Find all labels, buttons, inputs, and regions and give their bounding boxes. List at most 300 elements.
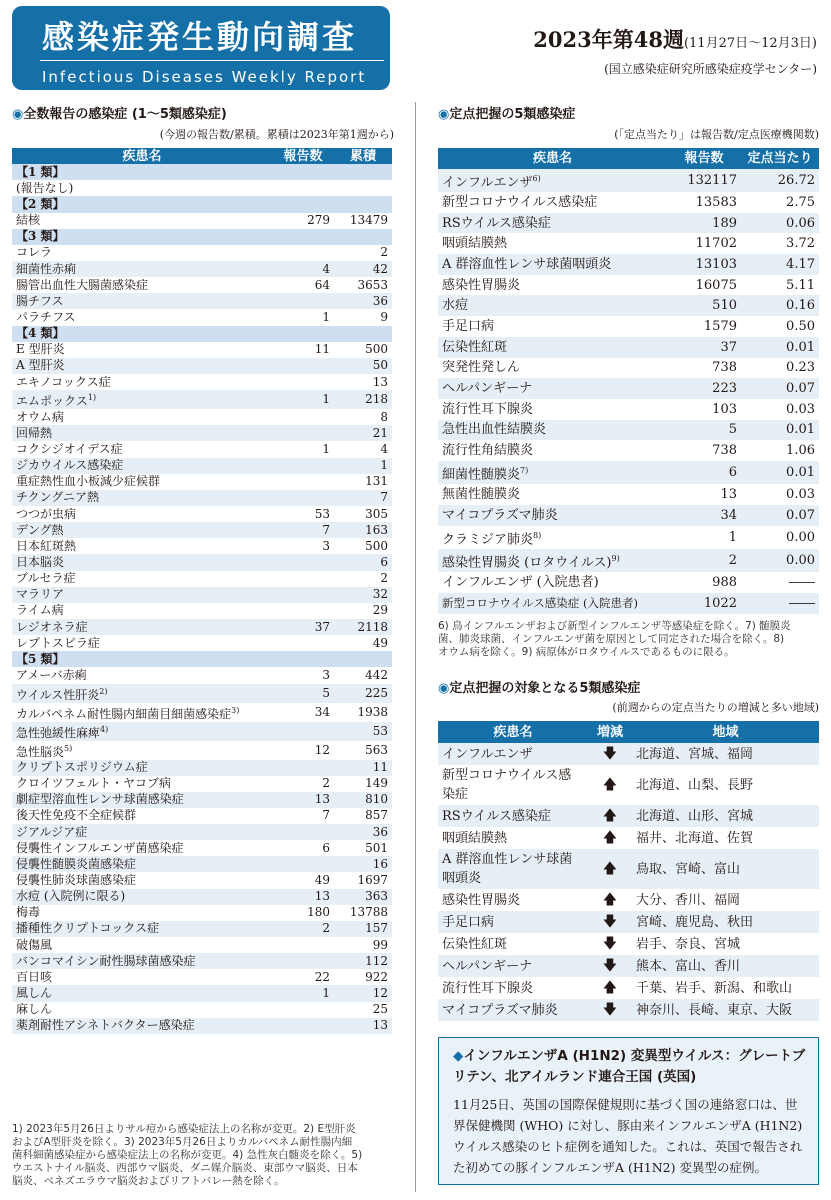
report-count <box>272 603 334 619</box>
report-count: 132117 <box>667 169 741 192</box>
cumulative-count: 500 <box>365 342 388 357</box>
cumulative-count: 218 <box>334 390 392 409</box>
report-title: 感染症発生動向調査 <box>42 18 358 56</box>
report-count: 13 <box>720 487 737 503</box>
report-count: 510 <box>667 295 741 316</box>
table-row <box>438 337 819 358</box>
disease-name: 水痘 <box>438 295 667 316</box>
table-row <box>12 684 392 703</box>
report-count <box>272 293 334 309</box>
disease-name: チクングニア熱 <box>12 490 272 506</box>
cumulative-count: 112 <box>334 953 392 969</box>
section-note-sentinel: (「定点当たり」は報告数/定点医療機関数) <box>614 128 819 141</box>
report-count: 7 <box>322 808 330 823</box>
report-count <box>272 245 334 261</box>
disease-name: 結核 <box>16 213 41 228</box>
disease-name: インフルエンザ <box>438 743 588 765</box>
cumulative-count: 7 <box>334 490 392 506</box>
table-row <box>438 593 819 614</box>
category-row <box>12 164 392 180</box>
cumulative-count: 2 <box>380 571 388 586</box>
report-count <box>272 374 334 390</box>
disease-name: パラチフス <box>16 309 76 324</box>
cumulative-count: 50 <box>334 358 392 374</box>
table-row <box>438 977 819 999</box>
per-sentinel: 0.03 <box>786 487 815 503</box>
report-count: 11 <box>314 342 330 357</box>
report-count: 34 <box>667 505 741 526</box>
table-row <box>12 538 392 554</box>
per-sentinel: 0.03 <box>786 401 815 417</box>
report-count: 1022 <box>667 593 741 614</box>
category-row <box>12 651 392 667</box>
report-count <box>272 490 334 506</box>
col-per-sentinel: 定点当たり <box>741 148 819 169</box>
cumulative-count: 13 <box>334 1018 392 1034</box>
disease-name: カルバペネム耐性腸内細菌目細菌感染症$^{3)}$ <box>16 705 240 721</box>
disease-name: 細菌性髄膜炎$^{7)}$ <box>438 461 667 484</box>
table-row <box>438 526 819 549</box>
report-count <box>272 953 334 969</box>
report-count <box>272 554 334 570</box>
report-count: 6 <box>667 461 741 484</box>
category-label: 【5 類】 <box>12 651 392 667</box>
table-row <box>438 743 819 765</box>
table-row <box>438 849 819 889</box>
disease-name: 細菌性赤痢 <box>12 261 272 277</box>
report-count: 1 <box>272 985 334 1001</box>
disease-name: オウム病 <box>16 409 64 424</box>
region-list: 熊本、富山、香川 <box>632 955 819 977</box>
table-row <box>12 824 392 840</box>
col-disease: 疾患名 <box>438 721 588 743</box>
disease-name: 麻しん <box>16 1002 53 1017</box>
disease-name: 百日咳 <box>16 969 53 984</box>
cumulative-count: 1938 <box>357 704 388 719</box>
organization: (国立感染症研究所感染症疫学センター) <box>604 62 817 76</box>
cumulative-count: 29 <box>372 603 388 618</box>
disease-name: 劇症型溶血性レンサ球菌感染症 <box>12 792 272 808</box>
table-row <box>438 254 819 275</box>
cumulative-count: 32 <box>334 587 392 603</box>
cumulative-count: 12 <box>334 985 392 1001</box>
title-divider <box>40 60 384 61</box>
report-count: 189 <box>667 213 741 234</box>
report-count: 11702 <box>695 236 737 252</box>
footnote-marker: 2) <box>99 686 108 696</box>
region-list: 神奈川、長崎、東京、大阪 <box>632 999 819 1021</box>
per-sentinel: 5.11 <box>786 277 815 293</box>
report-count: 180 <box>307 905 330 920</box>
table-row <box>12 522 392 538</box>
table-row <box>12 261 392 277</box>
report-count: 53 <box>314 506 330 521</box>
cumulative-count: 9 <box>380 309 388 324</box>
footnote-marker: 1) <box>87 393 97 403</box>
week-label <box>533 26 817 58</box>
disease-name: 感染性胃腸炎 <box>442 277 521 293</box>
per-sentinel: 0.00 <box>741 549 819 572</box>
cumulative-count: 42 <box>334 261 392 277</box>
disease-name: (報告なし) <box>16 180 74 195</box>
table-row <box>438 295 819 316</box>
table-row <box>438 827 819 849</box>
arrow-up-icon: 🡅 <box>588 849 632 889</box>
table-row <box>438 420 819 441</box>
cumulative-count: 36 <box>334 293 392 309</box>
cumulative-count: 99 <box>372 937 388 952</box>
disease-name: 梅毒 <box>16 905 41 920</box>
report-count: 49 <box>314 873 330 888</box>
table-row <box>12 490 392 506</box>
cumulative-count: 1697 <box>357 873 388 888</box>
report-count: 2 <box>322 776 330 791</box>
disease-name: 咽頭結膜熱 <box>442 236 508 252</box>
table-row <box>438 549 819 572</box>
table-row <box>438 233 819 254</box>
table-row <box>12 760 392 776</box>
disease-name: 手足口病 <box>442 318 495 334</box>
cumulative-count: 149 <box>365 776 388 791</box>
disease-name: アメーバ赤痢 <box>16 667 87 682</box>
disease-name: マイコプラズマ肺炎 <box>438 999 588 1021</box>
per-sentinel: 0.16 <box>741 295 819 316</box>
table-row <box>438 505 819 526</box>
report-count: 5 <box>667 420 741 441</box>
table-row <box>438 358 819 379</box>
report-count: 37 <box>272 619 334 635</box>
bullet-icon: ◉ <box>438 681 450 696</box>
disease-name: 回帰熱 <box>12 425 272 441</box>
section-title-trend: ◉定点把握の対象となる5類感染症 <box>438 681 641 696</box>
table-row <box>12 474 392 490</box>
report-count <box>272 635 334 651</box>
cumulative-count: 21 <box>334 425 392 441</box>
disease-name: ヘルパンギーナ <box>438 378 667 399</box>
news-box <box>438 1037 819 1185</box>
report-count: 738 <box>712 443 737 459</box>
table-row <box>438 275 819 296</box>
report-count <box>272 587 334 603</box>
disease-name: コクシジオイデス症 <box>16 441 123 456</box>
report-count: 13 <box>272 889 334 905</box>
disease-name: ジカウイルス感染症 <box>12 458 272 474</box>
report-count <box>272 474 334 490</box>
cumulative-count: 922 <box>365 969 388 984</box>
cumulative-count: 6 <box>334 554 392 570</box>
table-row <box>438 484 819 505</box>
cumulative-count: 13788 <box>349 905 388 920</box>
disease-name: コレラ <box>16 245 53 260</box>
arrow-down-icon: 🡇 <box>588 999 632 1021</box>
table-row <box>12 571 392 587</box>
diamond-icon: ◆ <box>453 1048 464 1064</box>
disease-name: インフルエンザ (入院患者) <box>442 575 599 591</box>
col-disease: 疾患名 <box>12 148 272 164</box>
arrow-down-icon: 🡇 <box>602 935 618 952</box>
per-sentinel: ―― <box>789 575 815 591</box>
disease-name: 腸管出血性大腸菌感染症 <box>16 277 149 292</box>
col-cumulative: 累積 <box>334 148 392 164</box>
report-count: 1 <box>728 529 737 545</box>
table-row <box>12 1018 392 1034</box>
table-row <box>12 667 392 683</box>
per-sentinel: 0.07 <box>741 378 819 399</box>
disease-name: 流行性耳下腺炎 <box>442 980 534 996</box>
disease-name: 播種性クリプトコックス症 <box>12 921 272 937</box>
table-row <box>12 722 392 741</box>
report-subtitle: Infectious Diseases Weekly Report <box>42 68 367 86</box>
cumulative-count: 157 <box>334 921 392 937</box>
news-body: 11月25日、英国の国際保健規則に基づく国の連絡窓口は、世界保健機関 (WHO) に対し、豚由来インフルエンザA (H1N2) ウイルス感染のヒト症例を通知した。これは、英国で報告された初めての豚インフルエンザA (H1N2) 変異型の症例。 <box>453 1097 803 1175</box>
report-count: 4 <box>272 261 334 277</box>
section-note-notifiable: (今週の報告数/累積。累積は2023年第1週から) <box>159 128 394 141</box>
report-count: 3 <box>322 538 330 553</box>
table-row <box>12 1002 392 1018</box>
table-row <box>12 441 392 457</box>
section-note-trend: (前週からの定点当たりの増減と多い地域) <box>612 701 819 714</box>
report-count: 1 <box>272 390 334 409</box>
disease-name: 伝染性紅斑 <box>442 936 508 952</box>
trend-table <box>438 721 819 1021</box>
report-count: 103 <box>712 401 737 417</box>
disease-name: 侵襲性肺炎球菌感染症 <box>16 873 137 888</box>
report-count <box>272 856 334 872</box>
cumulative-count: 16 <box>334 856 392 872</box>
report-count: 37 <box>667 337 741 358</box>
cumulative-count: 305 <box>365 506 388 521</box>
cumulative-count: 563 <box>365 742 388 757</box>
cumulative-count: 13479 <box>349 213 388 228</box>
table-row <box>12 277 392 293</box>
cumulative-count: 501 <box>365 840 388 855</box>
report-count <box>272 425 334 441</box>
cumulative-count: 500 <box>365 538 388 553</box>
table-row <box>438 399 819 420</box>
week-number: 2023年第48週 <box>533 27 684 52</box>
table-row <box>438 955 819 977</box>
report-count: 1 <box>322 441 330 456</box>
report-count <box>272 824 334 840</box>
region-list: 千葉、岩手、新潟、和歌山 <box>636 980 793 996</box>
notifiable-table <box>12 148 392 1034</box>
disease-name: エムポックス$^{1)}$ <box>12 390 272 409</box>
footnotes-right: 6) 鳥インフルエンザおよび新型インフルエンザ等感染症を除く。7) 髄膜炎 菌、肺炎球菌、インフルエンザ菌を原因として同定された場合を除く。8) オウム病を除く。9) 病原体がロタウイルスであるものに限る。 <box>438 620 791 658</box>
table-row <box>12 985 392 1001</box>
table-row <box>12 619 392 635</box>
col-region: 地域 <box>632 721 819 743</box>
cumulative-count: 11 <box>334 760 392 776</box>
report-count: 22 <box>314 969 330 984</box>
col-disease: 疾患名 <box>438 148 667 169</box>
cumulative-count: 131 <box>365 474 388 489</box>
disease-name: 感染性胃腸炎 <box>442 892 521 908</box>
cumulative-count: 2118 <box>334 619 392 635</box>
per-sentinel: 0.01 <box>741 420 819 441</box>
report-count: 13 <box>272 792 334 808</box>
report-count: 223 <box>667 378 741 399</box>
report-count: 12 <box>314 742 330 757</box>
disease-name: A 型肝炎 <box>12 358 272 374</box>
cumulative-count: 363 <box>334 889 392 905</box>
report-count: 279 <box>307 213 330 228</box>
category-label: 【3 類】 <box>12 229 392 245</box>
disease-name: 急性脳炎$^{5)}$ <box>16 743 73 759</box>
per-sentinel: 0.01 <box>741 337 819 358</box>
table-row <box>12 969 392 985</box>
cumulative-count: 857 <box>365 808 388 823</box>
table-row <box>12 213 392 229</box>
table-row <box>12 409 392 425</box>
per-sentinel: 3.72 <box>786 236 815 252</box>
disease-name: 風しん <box>12 985 272 1001</box>
disease-name: 日本脳炎 <box>12 554 272 570</box>
table-row <box>12 245 392 261</box>
cumulative-count: 13 <box>372 374 388 389</box>
disease-name: インフルエンザ$^{6)}$ <box>438 169 667 192</box>
disease-name: 後天性免疫不全症候群 <box>16 808 137 823</box>
table-row <box>12 374 392 390</box>
disease-name: ジアルジア症 <box>12 824 272 840</box>
region-list: 北海道、山梨、長野 <box>636 777 754 793</box>
table-row <box>12 776 392 792</box>
table-row <box>12 587 392 603</box>
disease-name: 腸チフス <box>12 293 272 309</box>
week-period: (11月27日～12月3日) <box>683 36 817 51</box>
disease-name: 感染性胃腸炎 (ロタウイルス)$^{9)}$ <box>438 549 667 572</box>
cumulative-count: 49 <box>372 635 388 650</box>
disease-name: ブルセラ症 <box>16 571 76 586</box>
per-sentinel: 0.23 <box>786 360 815 376</box>
table-row <box>12 703 392 722</box>
arrow-up-icon: 🡅 <box>602 776 618 793</box>
table-row <box>438 805 819 827</box>
footnote-marker: 5) <box>64 743 73 753</box>
report-count: 738 <box>712 360 737 376</box>
report-count: 34 <box>314 704 330 719</box>
footnote-marker: 3) <box>231 705 240 715</box>
table-row <box>12 905 392 921</box>
disease-name: クロイツフェルト・ヤコブ病 <box>16 776 172 791</box>
disease-name: 無菌性髄膜炎 <box>442 487 521 503</box>
table-row <box>12 872 392 888</box>
cumulative-count: 225 <box>334 684 392 703</box>
region-list: 岩手、奈良、宮城 <box>636 936 741 952</box>
cumulative-count: 1 <box>334 458 392 474</box>
table-row <box>12 309 392 325</box>
disease-name: 流行性角結膜炎 <box>442 443 534 459</box>
disease-name: バンコマイシン耐性腸球菌感染症 <box>12 953 272 969</box>
cumulative-count <box>334 180 392 196</box>
table-row <box>438 192 819 213</box>
category-label: 【2 類】 <box>12 196 392 212</box>
disease-name: 水痘 (入院例に限る) <box>12 889 272 905</box>
disease-name: 新型コロナウイルス感染症 (入院患者) <box>438 593 667 614</box>
cumulative-count: 2 <box>380 245 388 260</box>
per-sentinel: ―― <box>741 593 819 614</box>
report-count <box>272 180 334 196</box>
table-row <box>438 378 819 399</box>
per-sentinel: 26.72 <box>741 169 819 192</box>
table-row <box>12 358 392 374</box>
report-count <box>272 937 334 953</box>
table-row <box>12 889 392 905</box>
region-list: 鳥取、宮崎、富山 <box>632 849 819 889</box>
table-row <box>438 572 819 593</box>
category-label: 【4 類】 <box>12 326 392 342</box>
disease-name: 日本紅斑熱 <box>16 538 77 553</box>
report-count: 1 <box>322 309 330 324</box>
table-row <box>12 953 392 969</box>
table-row <box>12 808 392 824</box>
report-count: 3 <box>322 667 330 682</box>
footnote-marker: 6) <box>532 173 541 183</box>
cumulative-count: 442 <box>365 667 388 682</box>
disease-name: 新型コロナウイルス感染症 <box>442 194 598 210</box>
disease-name: レジオネラ症 <box>12 619 272 635</box>
section-title-notifiable: ◉全数報告の感染症 (1～5類感染症) <box>12 107 227 122</box>
table-row <box>12 856 392 872</box>
report-count <box>272 1002 334 1018</box>
footnotes-left: 1) 2023年5月26日よりサル痘から感染症法上の名称が変更。2) E型肝炎 およびA型肝炎を除く。3) 2023年5月26日よりカルバペネム耐性腸内細 菌科細菌感染症から感染症法上の名称が変更。4) 急性灰白髄炎を除く。5) ウエストナイル脳炎、西部ウマ脳炎、ダニ媒介脳炎、東部ウマ脳炎、日本 脳炎、ベネズエラウマ脳炎およびリフトバレー熱を除く。 <box>12 1123 363 1187</box>
disease-name: つつが虫病 <box>16 506 77 521</box>
per-sentinel: 0.01 <box>741 461 819 484</box>
disease-name: 伝染性紅斑 <box>438 337 667 358</box>
table-row <box>438 911 819 933</box>
per-sentinel: 1.06 <box>786 443 815 459</box>
category-row <box>12 196 392 212</box>
arrow-up-icon: 🡅 <box>588 805 632 827</box>
table-row <box>12 554 392 570</box>
table-row <box>12 937 392 953</box>
per-sentinel: 0.00 <box>786 529 815 545</box>
cumulative-count: 163 <box>334 522 392 538</box>
cumulative-count: 8 <box>380 409 388 424</box>
disease-name: 突発性発しん <box>442 360 521 376</box>
disease-name: 流行性耳下腺炎 <box>442 401 534 417</box>
per-sentinel: 2.75 <box>786 194 815 210</box>
arrow-up-icon: 🡅 <box>602 829 618 846</box>
table-row <box>12 635 392 651</box>
disease-name: ライム病 <box>16 603 64 618</box>
disease-name: 重症熱性血小板減少症候群 <box>16 474 161 489</box>
table-row <box>438 213 819 234</box>
region-list: 宮崎、鹿児島、秋田 <box>632 911 819 933</box>
sentinel-table <box>438 148 819 614</box>
cumulative-count: 810 <box>334 792 392 808</box>
report-count: 2 <box>272 921 334 937</box>
disease-name: ヘルパンギーナ <box>438 955 588 977</box>
region-list: 北海道、宮城、福岡 <box>632 743 819 765</box>
report-count <box>272 1018 334 1034</box>
disease-name: クラミジア肺炎$^{8)}$ <box>442 530 542 547</box>
disease-name: RSウイルス感染症 <box>438 805 588 827</box>
report-count: 13583 <box>695 194 737 210</box>
arrow-down-icon: 🡇 <box>588 911 632 933</box>
footnote-marker: 8) <box>533 530 542 540</box>
disease-name: レプトスピラ症 <box>16 635 100 650</box>
col-count: 報告数 <box>272 148 334 164</box>
arrow-down-icon: 🡇 <box>588 743 632 765</box>
per-sentinel: 0.06 <box>741 213 819 234</box>
col-change: 増減 <box>588 721 632 743</box>
footnote-marker: 9) <box>611 553 620 563</box>
disease-name: 手足口病 <box>438 911 588 933</box>
table-row <box>438 765 819 805</box>
cumulative-count: 3653 <box>357 277 388 292</box>
news-title: ◆インフルエンザA (H1N2) 変異型ウイルス：グレートブリテン、北アイルランド連合王国 (英国) <box>453 1048 806 1085</box>
category-row <box>12 326 392 342</box>
